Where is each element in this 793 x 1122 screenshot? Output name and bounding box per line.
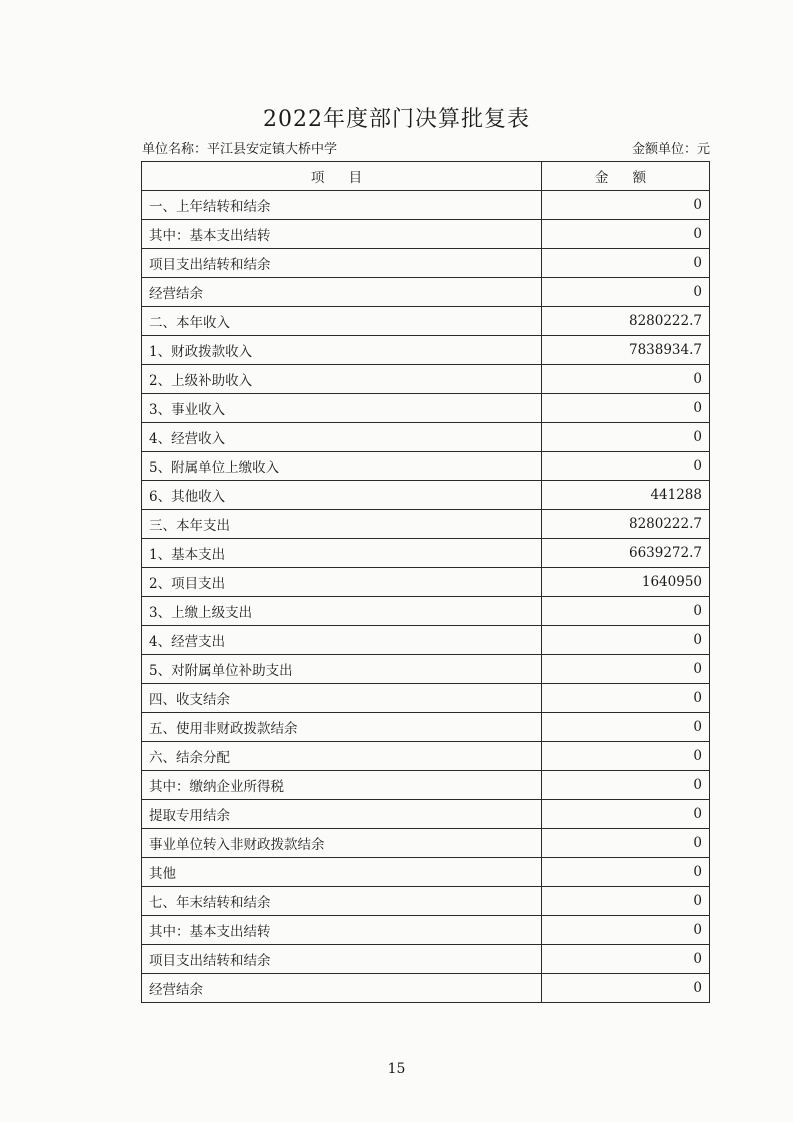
table-row <box>142 771 710 800</box>
table-row <box>142 887 710 916</box>
table-row <box>142 858 710 887</box>
row-label: 七、年末结转和结余 <box>142 887 542 916</box>
row-label: 项目支出结转和结余 <box>142 945 542 974</box>
row-label: 5、对附属单位补助支出 <box>142 655 542 684</box>
table-row <box>142 510 710 539</box>
unit-name: 单位名称：平江县安定镇大桥中学 <box>142 142 338 157</box>
row-label: 六、结余分配 <box>142 742 542 771</box>
meta-row <box>142 138 710 157</box>
table-row <box>142 336 710 365</box>
row-amount: 0 <box>542 278 710 307</box>
table-header-row <box>142 162 710 191</box>
row-label: 提取专用结余 <box>142 800 542 829</box>
row-amount: 0 <box>542 742 710 771</box>
row-label: 其中：缴纳企业所得税 <box>142 771 542 800</box>
row-label: 事业单位转入非财政拨款结余 <box>142 829 542 858</box>
row-amount: 0 <box>542 713 710 742</box>
table-row <box>142 684 710 713</box>
table-row <box>142 365 710 394</box>
table-row <box>142 394 710 423</box>
row-amount: 0 <box>542 249 710 278</box>
row-amount: 0 <box>542 365 710 394</box>
row-label: 3、事业收入 <box>142 394 542 423</box>
row-amount: 0 <box>542 423 710 452</box>
table-row <box>142 307 710 336</box>
currency-unit: 金额单位：元 <box>631 142 710 157</box>
table-row <box>142 655 710 684</box>
row-amount: 0 <box>542 191 710 220</box>
row-amount: 0 <box>542 452 710 481</box>
row-amount: 7838934.7 <box>542 336 710 365</box>
table-row <box>142 220 710 249</box>
row-amount: 0 <box>542 829 710 858</box>
row-amount: 0 <box>542 916 710 945</box>
table-row <box>142 481 710 510</box>
row-amount: 0 <box>542 974 710 1003</box>
table-row <box>142 945 710 974</box>
row-amount: 8280222.7 <box>542 307 710 336</box>
row-label: 项目支出结转和结余 <box>142 249 542 278</box>
row-label: 3、上缴上级支出 <box>142 597 542 626</box>
row-amount: 0 <box>542 771 710 800</box>
row-amount: 0 <box>542 597 710 626</box>
table-row <box>142 597 710 626</box>
header-item: 项 目 <box>142 162 542 191</box>
row-label: 其中：基本支出结转 <box>142 220 542 249</box>
table-row <box>142 742 710 771</box>
table-row <box>142 249 710 278</box>
row-label: 经营结余 <box>142 974 542 1003</box>
row-amount: 0 <box>542 626 710 655</box>
table-row <box>142 713 710 742</box>
row-label: 一、上年结转和结余 <box>142 191 542 220</box>
page-title: 2022年度部门决算批复表 <box>263 107 530 132</box>
row-amount: 0 <box>542 394 710 423</box>
row-amount: 0 <box>542 887 710 916</box>
row-amount: 8280222.7 <box>542 510 710 539</box>
table-body <box>142 191 710 1003</box>
row-label: 6、其他收入 <box>142 481 542 510</box>
row-label: 五、使用非财政拨款结余 <box>142 713 542 742</box>
table-row <box>142 974 710 1003</box>
row-amount: 0 <box>542 220 710 249</box>
row-amount: 1640950 <box>542 568 710 597</box>
row-label: 2、项目支出 <box>142 568 542 597</box>
row-amount: 441288 <box>542 481 710 510</box>
row-amount: 0 <box>542 945 710 974</box>
table-row <box>142 800 710 829</box>
row-label: 经营结余 <box>142 278 542 307</box>
table-row <box>142 626 710 655</box>
table-row <box>142 916 710 945</box>
row-label: 三、本年支出 <box>142 510 542 539</box>
row-label: 其中：基本支出结转 <box>142 916 542 945</box>
budget-table <box>141 161 710 1003</box>
row-label: 5、附属单位上缴收入 <box>142 452 542 481</box>
table-row <box>142 191 710 220</box>
row-label: 4、经营支出 <box>142 626 542 655</box>
row-label: 其他 <box>142 858 542 887</box>
row-amount: 6639272.7 <box>542 539 710 568</box>
row-amount: 0 <box>542 684 710 713</box>
table-row <box>142 423 710 452</box>
row-label: 四、收支结余 <box>142 684 542 713</box>
table-row <box>142 452 710 481</box>
row-amount: 0 <box>542 800 710 829</box>
page-number: 15 <box>387 1061 406 1077</box>
header-amount: 金 额 <box>542 162 710 191</box>
table-row <box>142 278 710 307</box>
row-amount: 0 <box>542 858 710 887</box>
row-label: 2、上级补助收入 <box>142 365 542 394</box>
table-row <box>142 539 710 568</box>
row-amount: 0 <box>542 655 710 684</box>
row-label: 4、经营收入 <box>142 423 542 452</box>
row-label: 1、财政拨款收入 <box>142 336 542 365</box>
row-label: 二、本年收入 <box>142 307 542 336</box>
row-label: 1、基本支出 <box>142 539 542 568</box>
table-row <box>142 568 710 597</box>
table-row <box>142 829 710 858</box>
